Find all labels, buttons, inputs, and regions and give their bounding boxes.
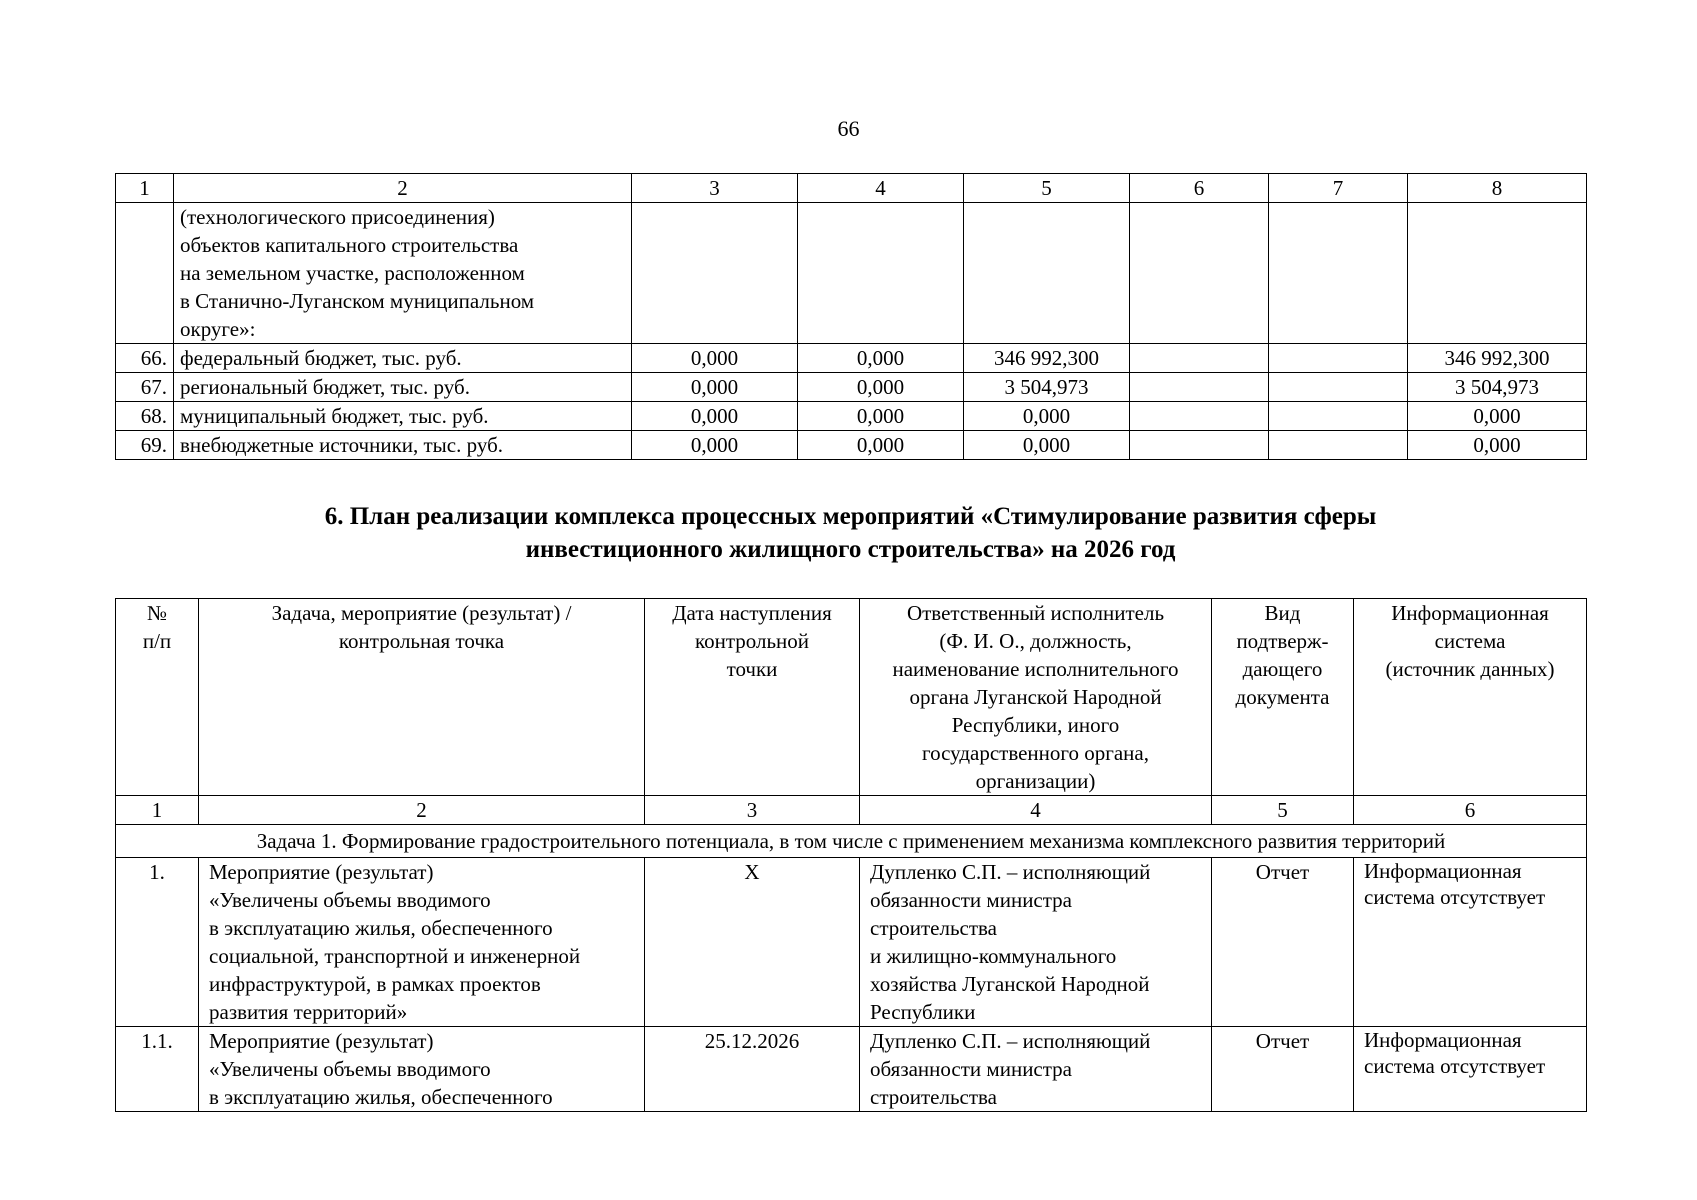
header-document: Вид подтверж- дающего документа — [1212, 599, 1354, 796]
table-row: 69. внебюджетные источники, тыс. руб. 0,000 0,000 0,000 0,000 — [116, 431, 1587, 460]
table-row: 68. муниципальный бюджет, тыс. руб. 0,000 0,000 0,000 0,000 — [116, 402, 1587, 431]
task-row — [116, 825, 1587, 858]
header-executor: Ответственный исполнитель (Ф. И. О., должность, наименование исполнительного органа Луганской Народной Республики, иного государственного органа, организации) — [860, 599, 1212, 796]
table-row: 1.1. Мероприятие (результат) «Увеличены объемы вводимого в эксплуатацию жилья, обеспеченного 25.12.2026 Дупленко С.П. – исполняющий обязанности министра строительства Отчет Информационная система отсутствует — [116, 1027, 1587, 1112]
col-number: 2 — [174, 174, 632, 203]
implementation-plan-table — [115, 598, 1587, 1112]
table-row: 67. региональный бюджет, тыс. руб. 0,000 0,000 3 504,973 3 504,973 — [116, 373, 1587, 402]
col-number: 4 — [798, 174, 964, 203]
event-text: Мероприятие (результат) «Увеличены объемы вводимого в эксплуатацию жилья, обеспеченного — [199, 1027, 645, 1112]
header-system: Информационная система (источник данных) — [1354, 599, 1587, 796]
continuation-text: (технологического присоединения) объектов капитального строительства на земельном участке, расположенном в Станично-Луганском муниципальном округе»: — [174, 203, 632, 344]
section-title: 6. План реализации комплекса процессных мероприятий «Стимулирование развития сферы инвестиционного жилищного строительства» на 2026 год — [324, 503, 1377, 563]
col-number: 8 — [1408, 174, 1587, 203]
table1-column-numbers — [116, 174, 1587, 203]
executor-text: Дупленко С.П. – исполняющий обязанности министра строительства — [860, 1027, 1212, 1112]
header-number: № п/п — [116, 599, 199, 796]
executor-text: Дупленко С.П. – исполняющий обязанности министра строительства и жилищно-коммунального хозяйства Луганской Народной Республики — [860, 858, 1212, 1027]
header-date: Дата наступления контрольной точки — [645, 599, 860, 796]
col-number: 5 — [964, 174, 1130, 203]
system-text: Информационная система отсутствует — [1354, 858, 1587, 1027]
col-number: 1 — [116, 174, 174, 203]
task-title: Задача 1. Формирование градостроительного потенциала, в том числе с применением механизма комплексного развития территорий — [116, 825, 1587, 858]
system-text: Информационная система отсутствует — [1354, 1027, 1587, 1112]
table2-header-row — [116, 599, 1587, 796]
col-number: 7 — [1269, 174, 1408, 203]
table1-continuation-row — [116, 203, 1587, 344]
page-number: 66 — [837, 116, 860, 141]
table-row: 1. Мероприятие (результат) «Увеличены объемы вводимого в эксплуатацию жилья, обеспеченного социальной, транспортной и инженерной инфраструктурой, в рамках проектов развития территорий» X Дупленко С.П. – исполняющий обязанности министра строительства и жилищно-коммунального хозяйства Луганской Народной Республики Отчет Информационная система отсутствует — [116, 858, 1587, 1027]
col-number: 6 — [1130, 174, 1269, 203]
table-row: 66. федеральный бюджет, тыс. руб. 0,000 0,000 346 992,300 346 992,300 — [116, 344, 1587, 373]
financing-table — [115, 173, 1587, 460]
col-number: 3 — [632, 174, 798, 203]
table2-column-numbers: 1 2 3 4 5 6 — [116, 796, 1587, 825]
event-text: Мероприятие (результат) «Увеличены объемы вводимого в эксплуатацию жилья, обеспеченного социальной, транспортной и инженерной инфраструктурой, в рамках проектов развития территорий» — [199, 858, 645, 1027]
header-task: Задача, мероприятие (результат) / контрольная точка — [199, 599, 645, 796]
